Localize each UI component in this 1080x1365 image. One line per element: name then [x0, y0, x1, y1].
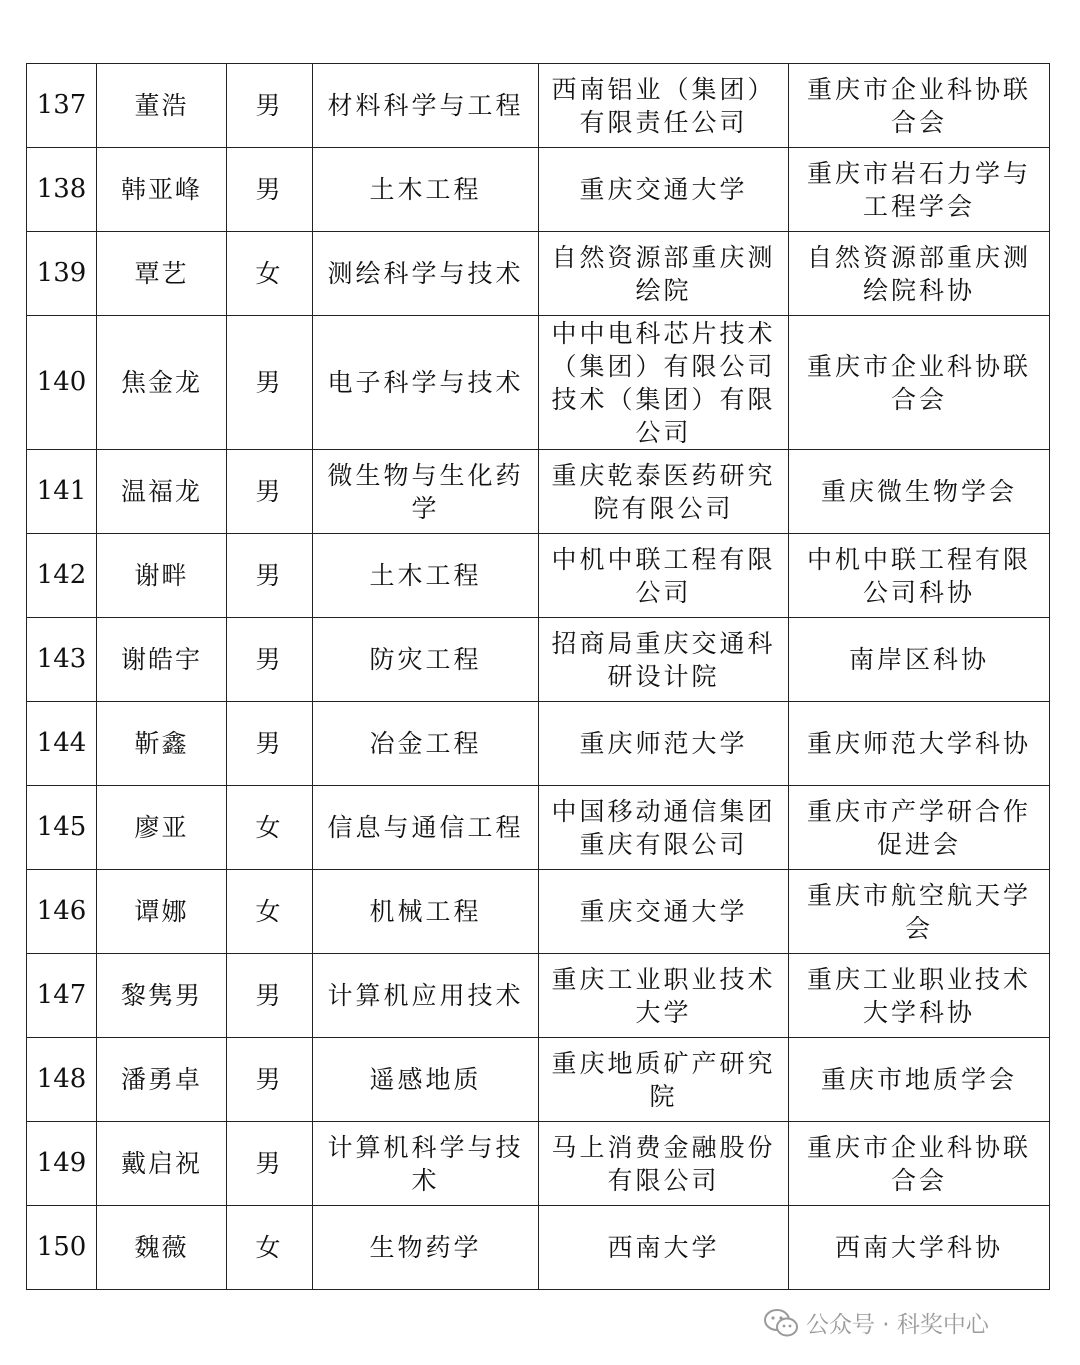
- table-row: [27, 1122, 1050, 1206]
- cell-unit: 招商局重庆交通科研设计院: [539, 618, 789, 702]
- cell-unit: 中中电科芯片技术（集团）有限公司技术（集团）有限公司: [539, 316, 789, 450]
- cell-recommender: 南岸区科协: [789, 618, 1050, 702]
- cell-name: 戴启祝: [97, 1122, 227, 1206]
- cell-name: 温福龙: [97, 450, 227, 534]
- cell-gender: 女: [227, 232, 313, 316]
- cell-no: 145: [27, 786, 97, 870]
- cell-unit: 西南大学: [539, 1206, 789, 1290]
- table-row: [27, 870, 1050, 954]
- cell-gender: 男: [227, 534, 313, 618]
- cell-recommender: 重庆市产学研合作促进会: [789, 786, 1050, 870]
- cell-major: 防灾工程: [313, 618, 539, 702]
- cell-name: 谭娜: [97, 870, 227, 954]
- table-row: [27, 786, 1050, 870]
- cell-unit: 西南铝业（集团）有限责任公司: [539, 64, 789, 148]
- cell-no: 139: [27, 232, 97, 316]
- cell-major: 土木工程: [313, 534, 539, 618]
- cell-recommender: 重庆市企业科协联合会: [789, 64, 1050, 148]
- cell-gender: 男: [227, 316, 313, 450]
- cell-no: 138: [27, 148, 97, 232]
- cell-name: 魏薇: [97, 1206, 227, 1290]
- cell-name: 谢皓宇: [97, 618, 227, 702]
- cell-gender: 女: [227, 1206, 313, 1290]
- cell-no: 149: [27, 1122, 97, 1206]
- nominee-table: [26, 63, 1050, 1290]
- cell-name: 谢畔: [97, 534, 227, 618]
- cell-major: 材料科学与工程: [313, 64, 539, 148]
- cell-gender: 男: [227, 64, 313, 148]
- cell-recommender: 西南大学科协: [789, 1206, 1050, 1290]
- cell-major: 测绘科学与技术: [313, 232, 539, 316]
- table-row: [27, 618, 1050, 702]
- cell-recommender: 重庆微生物学会: [789, 450, 1050, 534]
- cell-gender: 男: [227, 954, 313, 1038]
- cell-gender: 男: [227, 1122, 313, 1206]
- cell-name: 焦金龙: [97, 316, 227, 450]
- cell-major: 遥感地质: [313, 1038, 539, 1122]
- cell-major: 微生物与生化药学: [313, 450, 539, 534]
- cell-unit: 自然资源部重庆测绘院: [539, 232, 789, 316]
- cell-no: 137: [27, 64, 97, 148]
- table-row: [27, 232, 1050, 316]
- wechat-icon: [764, 1308, 798, 1338]
- cell-no: 147: [27, 954, 97, 1038]
- cell-major: 计算机科学与技术: [313, 1122, 539, 1206]
- cell-name: 覃艺: [97, 232, 227, 316]
- cell-unit: 中机中联工程有限公司: [539, 534, 789, 618]
- cell-no: 143: [27, 618, 97, 702]
- cell-gender: 男: [227, 702, 313, 786]
- cell-name: 韩亚峰: [97, 148, 227, 232]
- watermark-text: 公众号 · 科奖中心: [806, 1312, 989, 1338]
- table-row: [27, 64, 1050, 148]
- cell-unit: 重庆乾泰医药研究院有限公司: [539, 450, 789, 534]
- cell-major: 电子科学与技术: [313, 316, 539, 450]
- table-row: [27, 1206, 1050, 1290]
- table-row: [27, 1038, 1050, 1122]
- cell-no: 146: [27, 870, 97, 954]
- cell-recommender: 重庆市航空航天学会: [789, 870, 1050, 954]
- nominee-table-wrapper: [26, 63, 1050, 1290]
- cell-name: 廖亚: [97, 786, 227, 870]
- cell-unit: 重庆地质矿产研究院: [539, 1038, 789, 1122]
- cell-gender: 男: [227, 618, 313, 702]
- cell-no: 144: [27, 702, 97, 786]
- cell-no: 140: [27, 316, 97, 450]
- cell-recommender: 重庆市地质学会: [789, 1038, 1050, 1122]
- table-row: [27, 954, 1050, 1038]
- table-row: [27, 702, 1050, 786]
- cell-major: 冶金工程: [313, 702, 539, 786]
- cell-major: 计算机应用技术: [313, 954, 539, 1038]
- cell-gender: 男: [227, 450, 313, 534]
- cell-recommender: 中机中联工程有限公司科协: [789, 534, 1050, 618]
- cell-gender: 男: [227, 148, 313, 232]
- cell-recommender: 自然资源部重庆测绘院科协: [789, 232, 1050, 316]
- cell-recommender: 重庆师范大学科协: [789, 702, 1050, 786]
- cell-name: 潘勇卓: [97, 1038, 227, 1122]
- cell-gender: 女: [227, 786, 313, 870]
- cell-recommender: 重庆市岩石力学与工程学会: [789, 148, 1050, 232]
- cell-recommender: 重庆市企业科协联合会: [789, 1122, 1050, 1206]
- cell-unit: 重庆师范大学: [539, 702, 789, 786]
- table-row: [27, 450, 1050, 534]
- watermark: [764, 1306, 989, 1339]
- cell-no: 148: [27, 1038, 97, 1122]
- cell-unit: 重庆交通大学: [539, 148, 789, 232]
- cell-no: 150: [27, 1206, 97, 1290]
- cell-unit: 中国移动通信集团重庆有限公司: [539, 786, 789, 870]
- cell-major: 信息与通信工程: [313, 786, 539, 870]
- cell-name: 董浩: [97, 64, 227, 148]
- cell-no: 141: [27, 450, 97, 534]
- cell-gender: 女: [227, 870, 313, 954]
- cell-unit: 重庆工业职业技术大学: [539, 954, 789, 1038]
- cell-recommender: 重庆工业职业技术大学科协: [789, 954, 1050, 1038]
- cell-unit: 重庆交通大学: [539, 870, 789, 954]
- cell-gender: 男: [227, 1038, 313, 1122]
- cell-name: 黎隽男: [97, 954, 227, 1038]
- table-row: [27, 316, 1050, 450]
- cell-major: 土木工程: [313, 148, 539, 232]
- cell-recommender: 重庆市企业科协联合会: [789, 316, 1050, 450]
- table-row: [27, 148, 1050, 232]
- cell-major: 生物药学: [313, 1206, 539, 1290]
- cell-no: 142: [27, 534, 97, 618]
- cell-name: 靳鑫: [97, 702, 227, 786]
- table-row: [27, 534, 1050, 618]
- cell-major: 机械工程: [313, 870, 539, 954]
- cell-unit: 马上消费金融股份有限公司: [539, 1122, 789, 1206]
